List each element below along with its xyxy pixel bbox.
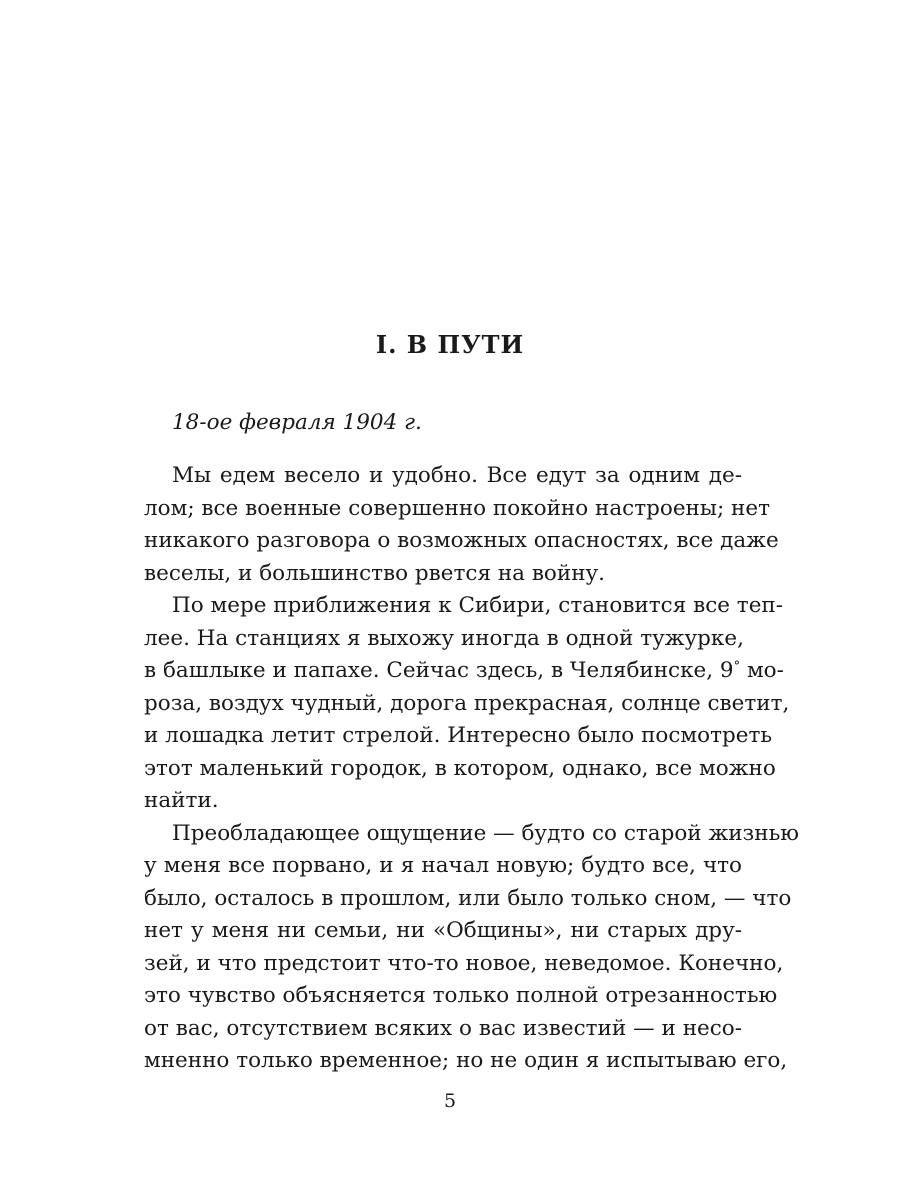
text-line: По мере приближения к Сибири, становится все теп- <box>172 593 784 618</box>
paragraph-2 <box>144 590 790 818</box>
text-line: зей, и что предстоит что-то новое, неведомое. Конечно, <box>144 950 784 976</box>
chapter-title: I. В ПУТИ <box>375 330 525 359</box>
text-line: лее. На станциях я выхожу иногда в одной тужурке, <box>144 625 744 651</box>
paragraph-3 <box>144 818 800 1078</box>
body-text <box>144 460 800 1078</box>
text-line <box>144 655 784 688</box>
text-line: найти. <box>144 788 219 813</box>
paragraph-1 <box>144 460 779 590</box>
text-line: нет у меня ни семьи, ни «Общины», ни старых дру- <box>144 918 742 943</box>
text-segment: мо- <box>740 658 784 683</box>
text-line: мненно только временное; но не один я испытываю его, <box>144 1048 788 1073</box>
text-line: Мы едем весело и удобно. Все едут за одним де- <box>172 463 742 488</box>
text-line: Преобладающее ощущение — будто со старой жизнью <box>172 820 800 846</box>
text-line: у меня все порвано, и я начал новую; будто все, что <box>144 853 742 878</box>
page-number: 5 <box>443 1090 457 1112</box>
text-line: и лошадка летит стрелой. Интересно было посмотреть <box>144 723 773 748</box>
text-line: этот маленький городок, в котором, однако, все можно <box>144 755 776 781</box>
chapter-date: 18-ое февраля 1904 г. <box>172 410 422 435</box>
text-line: это чувство объясняется только полной отрезанностью <box>144 983 778 1008</box>
text-line: было, осталось в прошлом, или было только сном, — что <box>144 885 792 911</box>
text-line: от вас, отсутствием всяких о вас известий — и несо- <box>144 1015 742 1041</box>
text-line: лом; все военные совершенно покойно настроены; нет <box>144 495 771 521</box>
degree-mark: ° <box>733 659 741 674</box>
text-line: никакого разговора о возможных опасностях, все даже <box>144 528 779 553</box>
text-segment: в башлыке и папахе. Сейчас здесь, в Челябинске, 9 <box>144 658 734 683</box>
text-line: роза, воздух чудный, дорога прекрасная, солнце светит, <box>144 690 790 716</box>
text-line: веселы, и большинство рвется на войну. <box>144 560 606 586</box>
